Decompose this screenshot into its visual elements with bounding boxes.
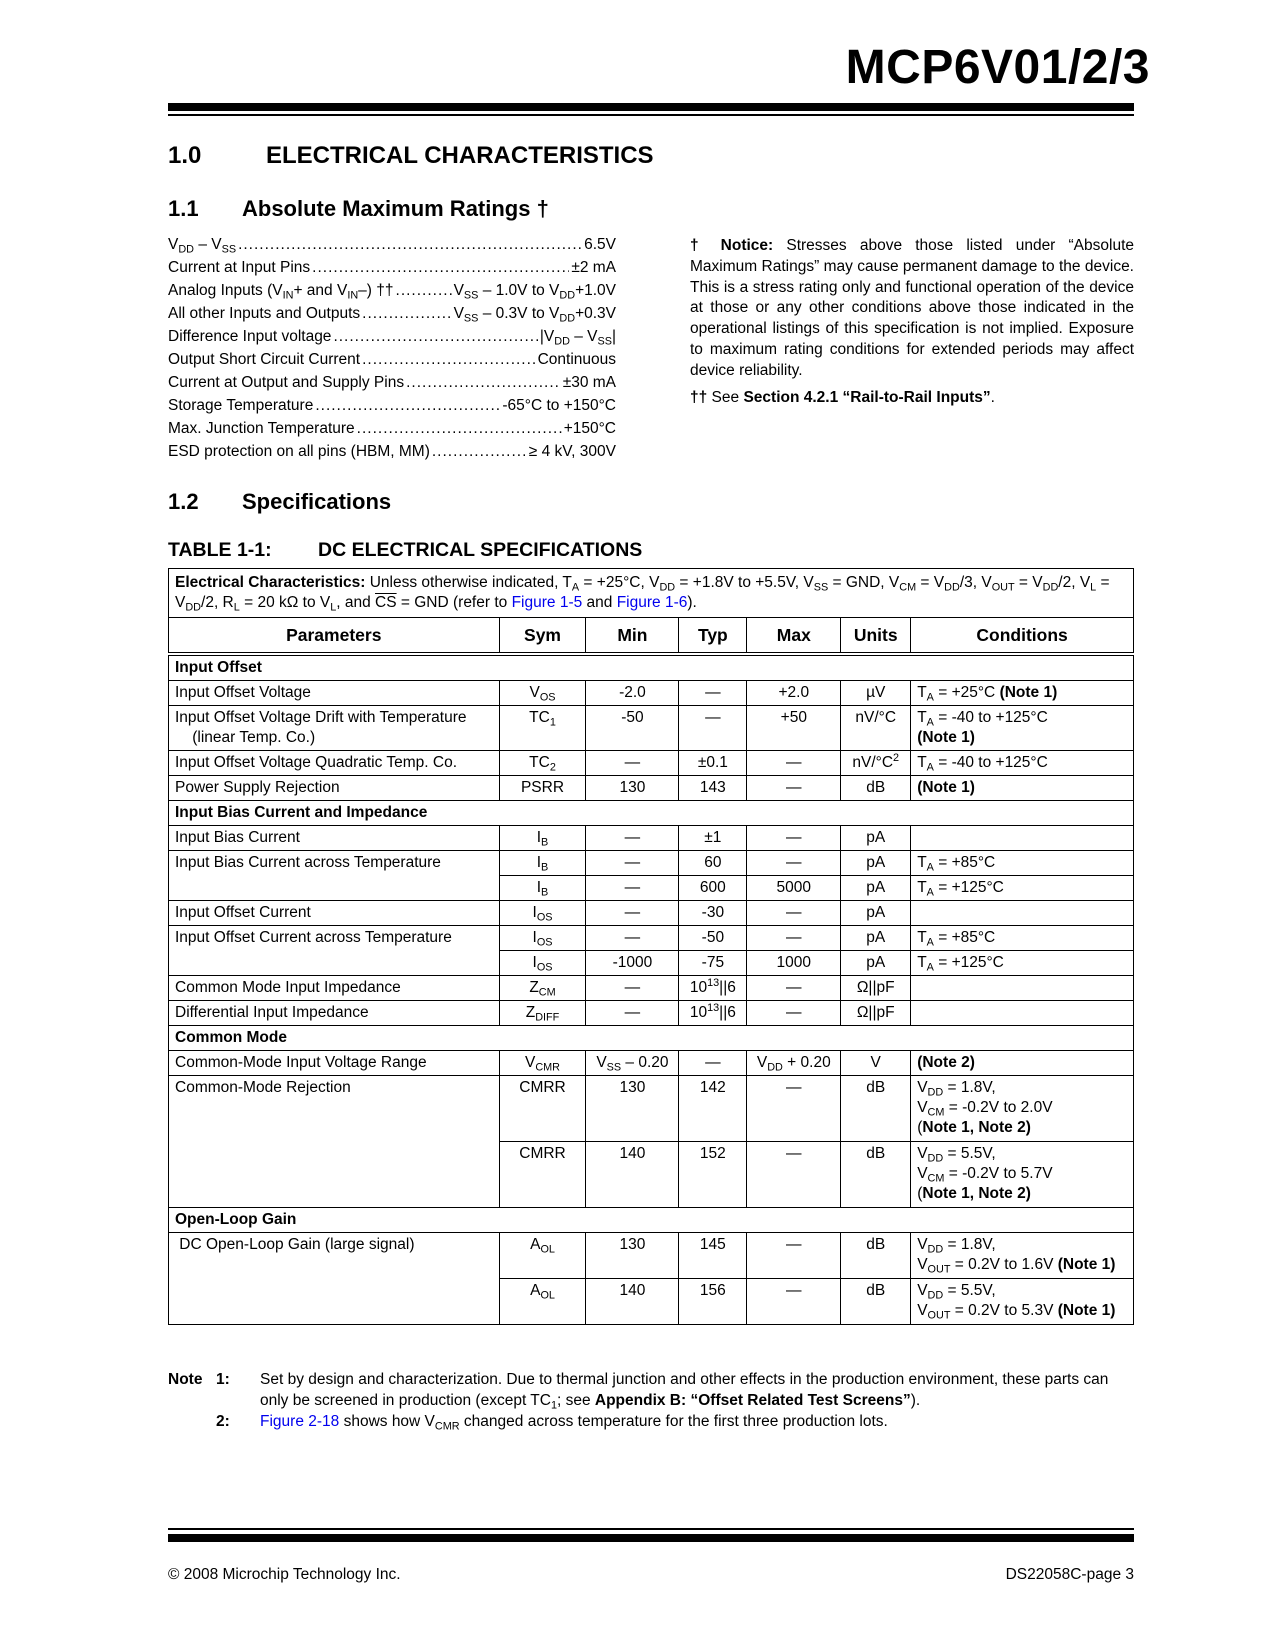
rating-label: All other Inputs and Outputs — [168, 305, 361, 322]
typ-cell: 156 — [679, 1279, 747, 1325]
note-1 — [168, 1369, 1134, 1411]
section-label: Common Mode — [169, 1026, 1134, 1051]
units-cell: pA — [841, 951, 911, 976]
footer-page-number: DS22058C-page 3 — [1005, 1566, 1134, 1583]
typ-cell: 60 — [679, 851, 747, 876]
table-row — [169, 901, 1134, 926]
sym-cell: PSRR — [499, 776, 586, 801]
max-cell: — — [747, 976, 841, 1001]
parameter-cell: Differential Input Impedance — [169, 1001, 500, 1026]
table-section-row — [169, 801, 1134, 826]
conditions-cell — [911, 826, 1134, 851]
rating-label: ESD protection on all pins (HBM, MM) — [168, 443, 430, 460]
typ-cell: 142 — [679, 1076, 747, 1142]
max-cell: +2.0 — [747, 681, 841, 706]
typ-cell: — — [679, 681, 747, 706]
footer-rule-thin — [168, 1528, 1134, 1530]
conditions-cell: $T_A = +85^\circ C$ — [911, 851, 1134, 876]
max-cell: 1000 — [747, 951, 841, 976]
table-intro-row — [169, 569, 1134, 618]
rating-label: Output Short Circuit Current — [168, 351, 361, 368]
column-header: Min — [586, 618, 679, 655]
rating-value: -65°C to +150°C — [502, 397, 616, 414]
min-cell: 130 — [586, 1076, 679, 1142]
units-cell: pA — [841, 826, 911, 851]
document-title: MCP6V01/2/3 — [845, 41, 1150, 94]
rating-label: Current at Output and Supply Pins — [168, 374, 405, 391]
column-header: Conditions — [911, 618, 1134, 655]
conditions-cell: $V_{DD} = 5.5V$, $V_{CM} = -0.2V$ to 5.7V (Note 1, Note 2) — [911, 1142, 1134, 1208]
column-header: Sym — [499, 618, 586, 655]
min-cell: — — [586, 851, 679, 876]
units-cell: dB — [841, 1233, 911, 1279]
section-number: 1.1 — [168, 196, 199, 221]
rating-row — [168, 420, 616, 443]
section-label: Input Bias Current and Impedance — [169, 801, 1134, 826]
min-cell: — — [586, 751, 679, 776]
column-header: Typ — [679, 618, 747, 655]
rating-value: +150°C — [563, 420, 616, 437]
sym-cell: $I_B$ — [499, 876, 586, 901]
rating-label: Current at Input Pins — [168, 259, 311, 276]
min-cell: — — [586, 876, 679, 901]
units-cell: pA — [841, 926, 911, 951]
parameter-cell: Input Bias Current — [169, 826, 500, 851]
min-cell: $V_{SS} - 0.20$ — [586, 1051, 679, 1076]
table-row — [169, 976, 1134, 1001]
rating-row — [168, 236, 616, 259]
min-cell: — — [586, 826, 679, 851]
sym-cell: $Z_{CM}$ — [499, 976, 586, 1001]
section-label: Open-Loop Gain — [169, 1208, 1134, 1233]
max-cell: — — [747, 751, 841, 776]
dc-electrical-specifications-table — [168, 568, 1134, 1325]
min-cell: — — [586, 976, 679, 1001]
sym-cell: CMRR — [499, 1076, 586, 1142]
units-cell: Ω||pF — [841, 976, 911, 1001]
parameter-cell: Input Offset Current across Temperature — [169, 926, 500, 976]
rating-label: $V_{DD} - V_{SS}$ — [168, 236, 237, 256]
units-cell: dB — [841, 1142, 911, 1208]
leader-dots — [432, 443, 527, 461]
min-cell: 140 — [586, 1279, 679, 1325]
parameter-cell: Input Offset Current — [169, 901, 500, 926]
max-cell: — — [747, 1279, 841, 1325]
section-heading-1-2 — [168, 489, 392, 515]
note-text: Figure 2-18 shows how $V_{CMR}$ changed across temperature for the first three production lots. — [260, 1413, 888, 1433]
typ-cell: 600 — [679, 876, 747, 901]
min-cell: -50 — [586, 706, 679, 751]
rating-value: $|V_{DD} - V_{SS}|$ — [539, 328, 616, 348]
absolute-max-ratings-list — [168, 236, 616, 466]
min-cell: 130 — [586, 1233, 679, 1279]
typ-cell: $10^{13}||6$ — [679, 1001, 747, 1026]
table-section-row — [169, 1026, 1134, 1051]
leader-dots — [315, 397, 500, 415]
units-cell: $nV/^\circ C^2$ — [841, 751, 911, 776]
max-cell: +50 — [747, 706, 841, 751]
conditions-cell: $V_{DD} = 5.5V$, $V_{OUT} = 0.2V$ to 5.3V (Note 1) — [911, 1279, 1134, 1325]
section-number: 1.2 — [168, 489, 199, 514]
table-row — [169, 1051, 1134, 1076]
sym-cell: $Z_{DIFF}$ — [499, 1001, 586, 1026]
parameter-cell: Input Offset Voltage Quadratic Temp. Co. — [169, 751, 500, 776]
table-row — [169, 681, 1134, 706]
sym-cell: CMRR — [499, 1142, 586, 1208]
conditions-cell: $T_A = +125^\circ C$ — [911, 951, 1134, 976]
conditions-cell — [911, 976, 1134, 1001]
typ-cell: 152 — [679, 1142, 747, 1208]
min-cell: -2.0 — [586, 681, 679, 706]
conditions-cell: (Note 2) — [911, 1051, 1134, 1076]
conditions-cell: $T_A = +25^\circ C$ (Note 1) — [911, 681, 1134, 706]
sym-cell: $V_{CMR}$ — [499, 1051, 586, 1076]
header-rule-thin — [168, 114, 1134, 116]
min-cell: — — [586, 1001, 679, 1026]
table-row — [169, 1001, 1134, 1026]
section-title: Specifications — [242, 489, 392, 514]
table-section-row — [169, 654, 1134, 681]
typ-cell: ±1 — [679, 826, 747, 851]
sym-cell: $I_{OS}$ — [499, 951, 586, 976]
notice-paragraph: † Notice: Stresses above those listed under “Absolute Maximum Ratings” may cause permanent damage to the device. This is a stress rating only and functional operation of the device at those or any other conditions above those indicated in the operational listings of this specification is not implied. Exposure to maximum rating conditions for extended periods may affect device reliability. — [690, 237, 1134, 379]
units-cell: pA — [841, 901, 911, 926]
units-cell: V — [841, 1051, 911, 1076]
column-header: Parameters — [169, 618, 500, 655]
section-heading-1-1 — [168, 196, 549, 222]
footer-rule-thick — [168, 1534, 1134, 1542]
section-number: 1.0 — [168, 142, 202, 169]
notice-block — [690, 236, 1134, 414]
max-cell: 5000 — [747, 876, 841, 901]
rating-row — [168, 397, 616, 420]
leader-dots — [362, 305, 451, 323]
table-caption-number: TABLE 1-1: — [168, 539, 272, 561]
footer-copyright: © 2008 Microchip Technology Inc. — [168, 1566, 401, 1583]
section-title: Absolute Maximum Ratings † — [242, 196, 549, 221]
min-cell: — — [586, 926, 679, 951]
units-cell: pA — [841, 876, 911, 901]
units-cell: dB — [841, 1076, 911, 1142]
table-notes — [168, 1369, 1134, 1432]
max-cell: — — [747, 1142, 841, 1208]
section-title: ELECTRICAL CHARACTERISTICS — [266, 142, 654, 169]
conditions-cell: $V_{DD} = 1.8V$, $V_{OUT} = 0.2V$ to 1.6V (Note 1) — [911, 1233, 1134, 1279]
conditions-cell: $T_A = +85^\circ C$ — [911, 926, 1134, 951]
column-header: Units — [841, 618, 911, 655]
units-cell: Ω||pF — [841, 1001, 911, 1026]
typ-cell: -50 — [679, 926, 747, 951]
note-number: 1: — [216, 1371, 230, 1388]
leader-dots — [333, 328, 537, 346]
rating-value: ≥ 4 kV, 300V — [528, 443, 616, 460]
table-row — [169, 826, 1134, 851]
typ-cell: — — [679, 1051, 747, 1076]
rating-value: $V_{SS} - 0.3V$ to $V_{DD}+0.3V$ — [453, 305, 616, 325]
note-text: Set by design and characterization. Due to thermal junction and other effects in the production environment, these parts can only be screened in production (except $TC_1$; see Appendix B: “Offset Related Test Screens”). — [260, 1371, 1109, 1412]
leader-dots — [362, 351, 535, 369]
section-label: Input Offset — [169, 654, 1134, 681]
rating-value: 6.5V — [584, 236, 616, 253]
rating-value: Continuous — [537, 351, 616, 368]
rating-label: Difference Input voltage — [168, 328, 332, 345]
table-row — [169, 1076, 1134, 1142]
table-row — [169, 851, 1134, 876]
typ-cell: $10^{13}||6$ — [679, 976, 747, 1001]
max-cell: — — [747, 851, 841, 876]
parameter-cell: Common-Mode Input Voltage Range — [169, 1051, 500, 1076]
rating-label: Max. Junction Temperature — [168, 420, 355, 437]
max-cell: $V_{DD} + 0.20$ — [747, 1051, 841, 1076]
table-row — [169, 1233, 1134, 1279]
max-cell: — — [747, 926, 841, 951]
rating-value: ±30 mA — [562, 374, 616, 391]
parameter-cell: Common Mode Input Impedance — [169, 976, 500, 1001]
max-cell: — — [747, 1001, 841, 1026]
min-cell: -1000 — [586, 951, 679, 976]
min-cell: — — [586, 901, 679, 926]
sym-cell: $A_{OL}$ — [499, 1233, 586, 1279]
sym-cell: $TC_1$ — [499, 706, 586, 751]
max-cell: — — [747, 901, 841, 926]
sym-cell: $TC_2$ — [499, 751, 586, 776]
table-row — [169, 926, 1134, 951]
parameter-cell: DC Open-Loop Gain (large signal) — [169, 1233, 500, 1325]
rating-label: Storage Temperature — [168, 397, 314, 414]
conditions-cell: (Note 1) — [911, 776, 1134, 801]
column-header: Max — [747, 618, 841, 655]
rating-row — [168, 282, 616, 305]
parameter-cell: Input Offset Voltage — [169, 681, 500, 706]
rating-row — [168, 443, 616, 466]
units-cell: dB — [841, 1279, 911, 1325]
parameter-cell: Input Bias Current across Temperature — [169, 851, 500, 901]
units-cell: nV/°C — [841, 706, 911, 751]
leader-dots — [396, 282, 452, 300]
sym-cell: $A_{OL}$ — [499, 1279, 586, 1325]
typ-cell: — — [679, 706, 747, 751]
conditions-cell — [911, 901, 1134, 926]
leader-dots — [357, 420, 562, 438]
sym-cell: $I_{OS}$ — [499, 901, 586, 926]
rating-row — [168, 351, 616, 374]
rail-to-rail-reference: †† See Section 4.2.1 “Rail-to-Rail Inputs”. — [690, 388, 995, 406]
parameter-cell: Input Offset Voltage Drift with Temperature (linear Temp. Co.) — [169, 706, 500, 751]
units-cell: dB — [841, 776, 911, 801]
typ-cell: -30 — [679, 901, 747, 926]
table-caption — [168, 539, 643, 562]
conditions-cell — [911, 1001, 1134, 1026]
min-cell: 130 — [586, 776, 679, 801]
parameter-cell: Power Supply Rejection — [169, 776, 500, 801]
conditions-cell: $T_A = +125^\circ C$ — [911, 876, 1134, 901]
units-cell: µV — [841, 681, 911, 706]
parameter-cell: Common-Mode Rejection — [169, 1076, 500, 1208]
header-rule-thick — [168, 103, 1134, 111]
units-cell: pA — [841, 851, 911, 876]
table-section-row — [169, 1208, 1134, 1233]
sym-cell: $I_B$ — [499, 851, 586, 876]
typ-cell: 145 — [679, 1233, 747, 1279]
sym-cell: $I_B$ — [499, 826, 586, 851]
table-header-row — [169, 618, 1134, 655]
min-cell: 140 — [586, 1142, 679, 1208]
note-2 — [168, 1411, 1134, 1432]
sym-cell: $V_{OS}$ — [499, 681, 586, 706]
typ-cell: -75 — [679, 951, 747, 976]
rating-label: Analog Inputs ($V_{IN}+$ and $V_{IN}-$) †† — [168, 282, 394, 302]
conditions-cell: $T_A = -40$ to +125°C — [911, 751, 1134, 776]
table-caption-title: DC ELECTRICAL SPECIFICATIONS — [318, 539, 643, 561]
max-cell: — — [747, 1233, 841, 1279]
conditions-cell: $T_A = -40$ to +125°C (Note 1) — [911, 706, 1134, 751]
rating-row — [168, 259, 616, 282]
sym-cell: $I_{OS}$ — [499, 926, 586, 951]
rating-row — [168, 328, 616, 351]
note-number: 2: — [216, 1413, 230, 1430]
rating-value: $V_{SS} - 1.0V$ to $V_{DD}+1.0V$ — [453, 282, 616, 302]
max-cell: — — [747, 826, 841, 851]
leader-dots — [238, 236, 582, 254]
max-cell: — — [747, 1076, 841, 1142]
conditions-cell: $V_{DD} = 1.8V$, $V_{CM} = -0.2V$ to 2.0V (Note 1, Note 2) — [911, 1076, 1134, 1142]
rating-row — [168, 305, 616, 328]
leader-dots — [406, 374, 561, 392]
table-row — [169, 751, 1134, 776]
table-row — [169, 776, 1134, 801]
table-row — [169, 706, 1134, 751]
section-heading-1-0 — [168, 142, 654, 170]
leader-dots — [312, 259, 569, 277]
typ-cell: 143 — [679, 776, 747, 801]
note-label: Note — [168, 1371, 203, 1388]
rating-value: ±2 mA — [571, 259, 616, 276]
typ-cell: ±0.1 — [679, 751, 747, 776]
rating-row — [168, 374, 616, 397]
table-intro: Electrical Characteristics: Unless otherwise indicated, $T_A = +25^\circ C$, $V_{DD} = +1.8V$ to +5.5V, $V_{SS}$ = GND, $V_{CM} = V_{DD}/3$, $V_{OUT} = V_{DD}/2$, $V_L = V_{DD}/2$, $R_L = 20$ kΩ to $V_L$, and $\overline{CS}$ = GND (refer to Figure 1-5 and Figure 1-6). — [169, 569, 1134, 618]
max-cell: — — [747, 776, 841, 801]
